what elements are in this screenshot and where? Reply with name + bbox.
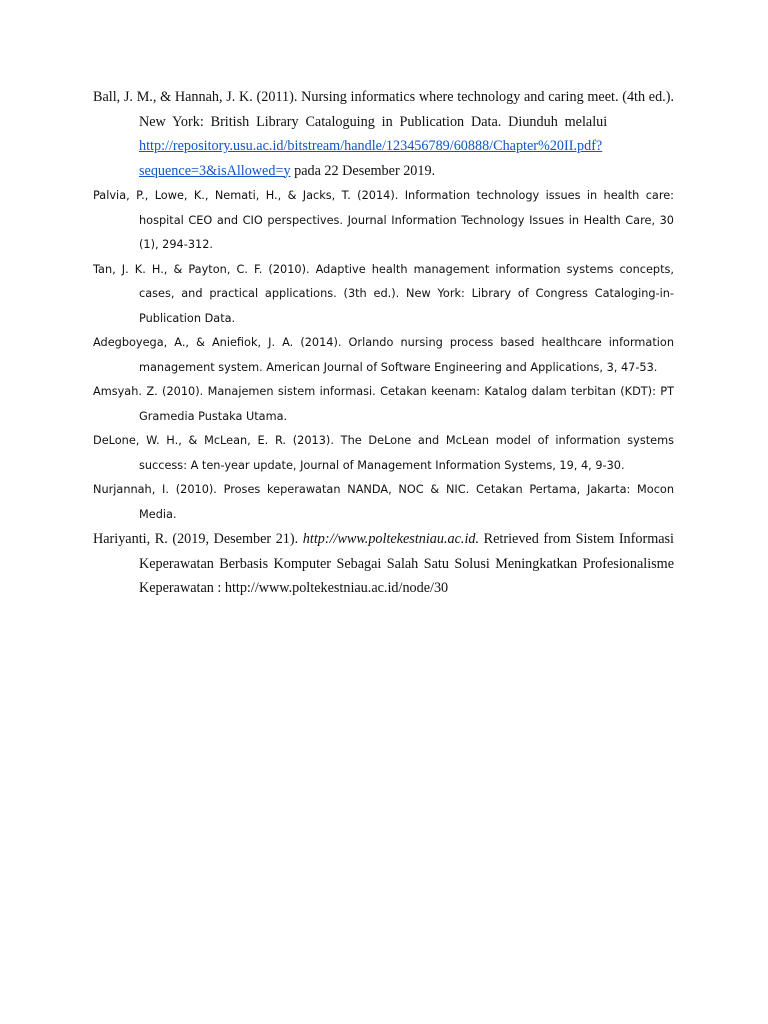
- reference-text: Ball, J. M., & Hannah, J. K. (2011). Nursing informatics where technology and caring meet. (4th ed.). New York: British Library Cataloguing in Publication Data. Diunduh melalui: [93, 89, 674, 130]
- reference-text: Hariyanti, R. (2019, Desember 21).: [93, 531, 303, 547]
- reference-text: Retrieved from Sistem Informasi Keperawatan Berbasis Komputer Sebagai Salah Satu Solusi Meningkatkan Profesionalisme Keperawatan : http://www.poltekestniau.ac.id/node/30: [139, 531, 674, 596]
- reference-delone: DeLone, W. H., & McLean, E. R. (2013). The DeLone and McLean model of information systems success: A ten-year update, Journal of Management Information Systems, 19, 4, 9-30.: [93, 434, 674, 472]
- reference-list: [93, 85, 674, 602]
- reference-hariyanti: [93, 527, 674, 601]
- reference-ball: [93, 85, 674, 183]
- reference-adegboyega: Adegboyega, A., & Aniefiok, J. A. (2014). Orlando nursing process based healthcare information management system. American Journal of Software Engineering and Applications, 3, 47-53.: [93, 336, 674, 374]
- reference-amsyah: Amsyah. Z. (2010). Manajemen sistem informasi. Cetakan keenam: Katalog dalam terbitan (KDT): PT Gramedia Pustaka Utama.: [93, 385, 674, 423]
- reference-italic-url: http://www.poltekestniau.ac.id.: [302, 531, 480, 547]
- reference-tan: Tan, J. K. H., & Payton, C. F. (2010). Adaptive health management information systems concepts, cases, and practical applications. (3th ed.). New York: Library of Congress Cataloging-in-Publication Data.: [93, 262, 674, 325]
- reference-palvia: Palvia, P., Lowe, K., Nemati, H., & Jacks, T. (2014). Information technology issues in health care: hospital CEO and CIO perspectives. Journal Information Technology Issues in Health Care, 30 (1), 294-312.: [93, 189, 674, 251]
- reference-link[interactable]: http://repository.usu.ac.id/bitstream/handle/123456789/60888/Chapter%20II.pdf?sequence=3&isAllowed=y: [139, 138, 603, 179]
- reference-nurjannah: Nurjannah, I. (2010). Proses keperawatan NANDA, NOC & NIC. Cetakan Pertama, Jakarta: Mocon Media.: [93, 483, 674, 521]
- reference-text: pada 22 Desember 2019.: [290, 162, 436, 179]
